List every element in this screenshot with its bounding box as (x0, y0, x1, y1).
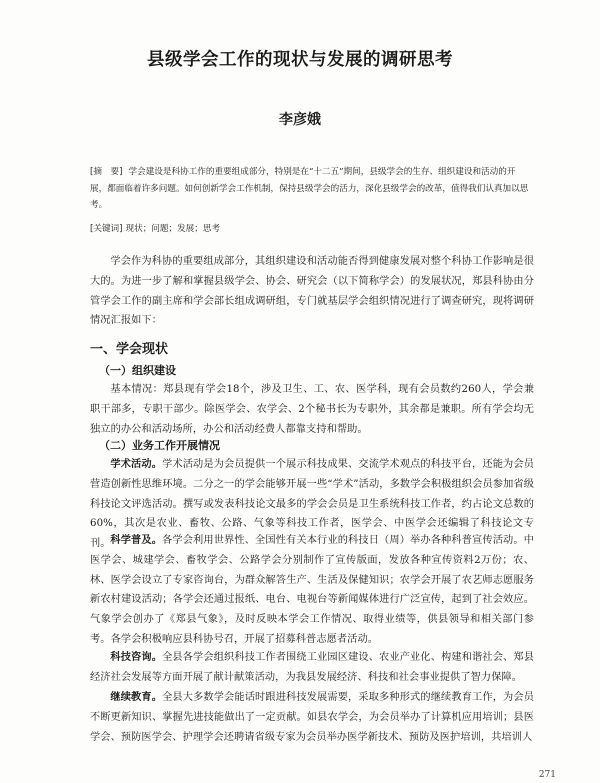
paragraph-text: 全县各学会组织科技工作者围绕工业园区建设、农业产业化、构建和谐社会、郑县经济社会发展等方面开展了献计献策活动，为我县发展经济、科技和社会事业提供了智力保障。 (90, 652, 534, 683)
paragraph-lead: 学术活动。 (110, 459, 163, 470)
paragraph-lead: 科技咨询。 (110, 652, 163, 663)
paragraph-consulting (90, 648, 534, 688)
section-heading: 一、学会现状 (90, 342, 169, 357)
abstract-text: 学会建设是科协工作的重要组成部分，特别是在“十二五”期间，县级学会的生存、组织建设和活动的开展，都面临着许多问题。如何创新学会工作机制，保持县级学会的活力，深化县级学会的改革，值得我们认真加以思考。 (90, 167, 529, 210)
paragraph-lead: 科学普及。 (110, 535, 163, 546)
keywords-label: [关键词] (90, 224, 123, 234)
organization-paragraph: 基本情况：郑县现有学会18个，涉及卫生、工、农、医学科，现有会员数约260人，学会兼职干部多，专职干部少。除医学会、农学会、2个秘书长为专职外，其余都是兼职。所有学会均无独立的办公和活动场所，办公和活动经费人都靠支持和帮助。 (90, 384, 534, 435)
page-number: 271 (538, 770, 556, 780)
article-author: 李彦娥 (279, 112, 321, 128)
paragraph-text: 学术活动是为会员提供一个展示科技成果、交流学术观点的科技平台，还能为会员营造创新性思维环境。二分之一的学会能够开展一些“学术”活动，多数学会积极组织会员参加省级科技论文评选活动。撰写或发表科技论文最多的学会会员是卫生系统科技工作者，约占论文总数的60%，其次是农业、畜牧、公路、气象等科技工作者，医学会、中医学会还编辑了科技论文专刊。 (90, 459, 534, 550)
keywords-block (90, 222, 530, 236)
article-title: 县级学会工作的现状与发展的调研思考 (147, 50, 453, 70)
subsection-heading-organization: （一）组织建设 (99, 364, 176, 377)
paragraph-text: 全县大多数学会能话时跟进科技发展需要，采取多种形式的继续教育工作，为会员不断更新知识、掌握先进技能做出了一定贡献。如县农学会，为会员举办了计算机应用培训；县医学会、预防医学会、护理学会还聘请省级专家为会员举办医学新技术、预防及医护培训，共培训人 (90, 692, 534, 743)
intro-paragraph: 学会作为科协的重要组成部分，其组织建设和活动能否得到健康发展对整个科协工作影响是很大的。为进一步了解和掌握县级学会、协会、研究会（以下简称学会）的发展状况，郑县科协由分管学会工作的副主席和学会部长组成调研组，专门就基层学会组织情况进行了调查研究，现将调研情况汇报如下： (90, 256, 534, 327)
abstract-label: [摘 要] (90, 167, 123, 177)
paragraph-lead: 继续教育。 (110, 692, 163, 703)
paragraph-text: 各学会利用世界性、全国性有关本行业的科技日（周）举办各种科普宣传活动。中医学会、城建学会、畜牧学会、公路学会分别制作了宣传版面，发放各种宣传资料2万份；农、林、医学会设立了专家咨询台，为群众解答生产、生活及保健知识；农学会开展了农艺师志愿服务新农村建设活动；各学会还通过报纸、电台、电视台等新闻媒体进行广泛宣传，起到了社会效应。气象学会创办了《郑县气象》，及时反映本学会工作情况、取得业绩等，供县领导和相关部门参考。各学会积极响应县科协号召，开展了招募科普志愿者活动。 (90, 535, 534, 645)
paragraph-popularization (90, 531, 534, 650)
abstract-block (90, 164, 530, 214)
paragraph-education (90, 688, 534, 747)
keywords-text: 现状；问题；发展；思考 (125, 224, 221, 234)
subsection-heading-business: （二）业务工作开展情况 (99, 439, 220, 452)
